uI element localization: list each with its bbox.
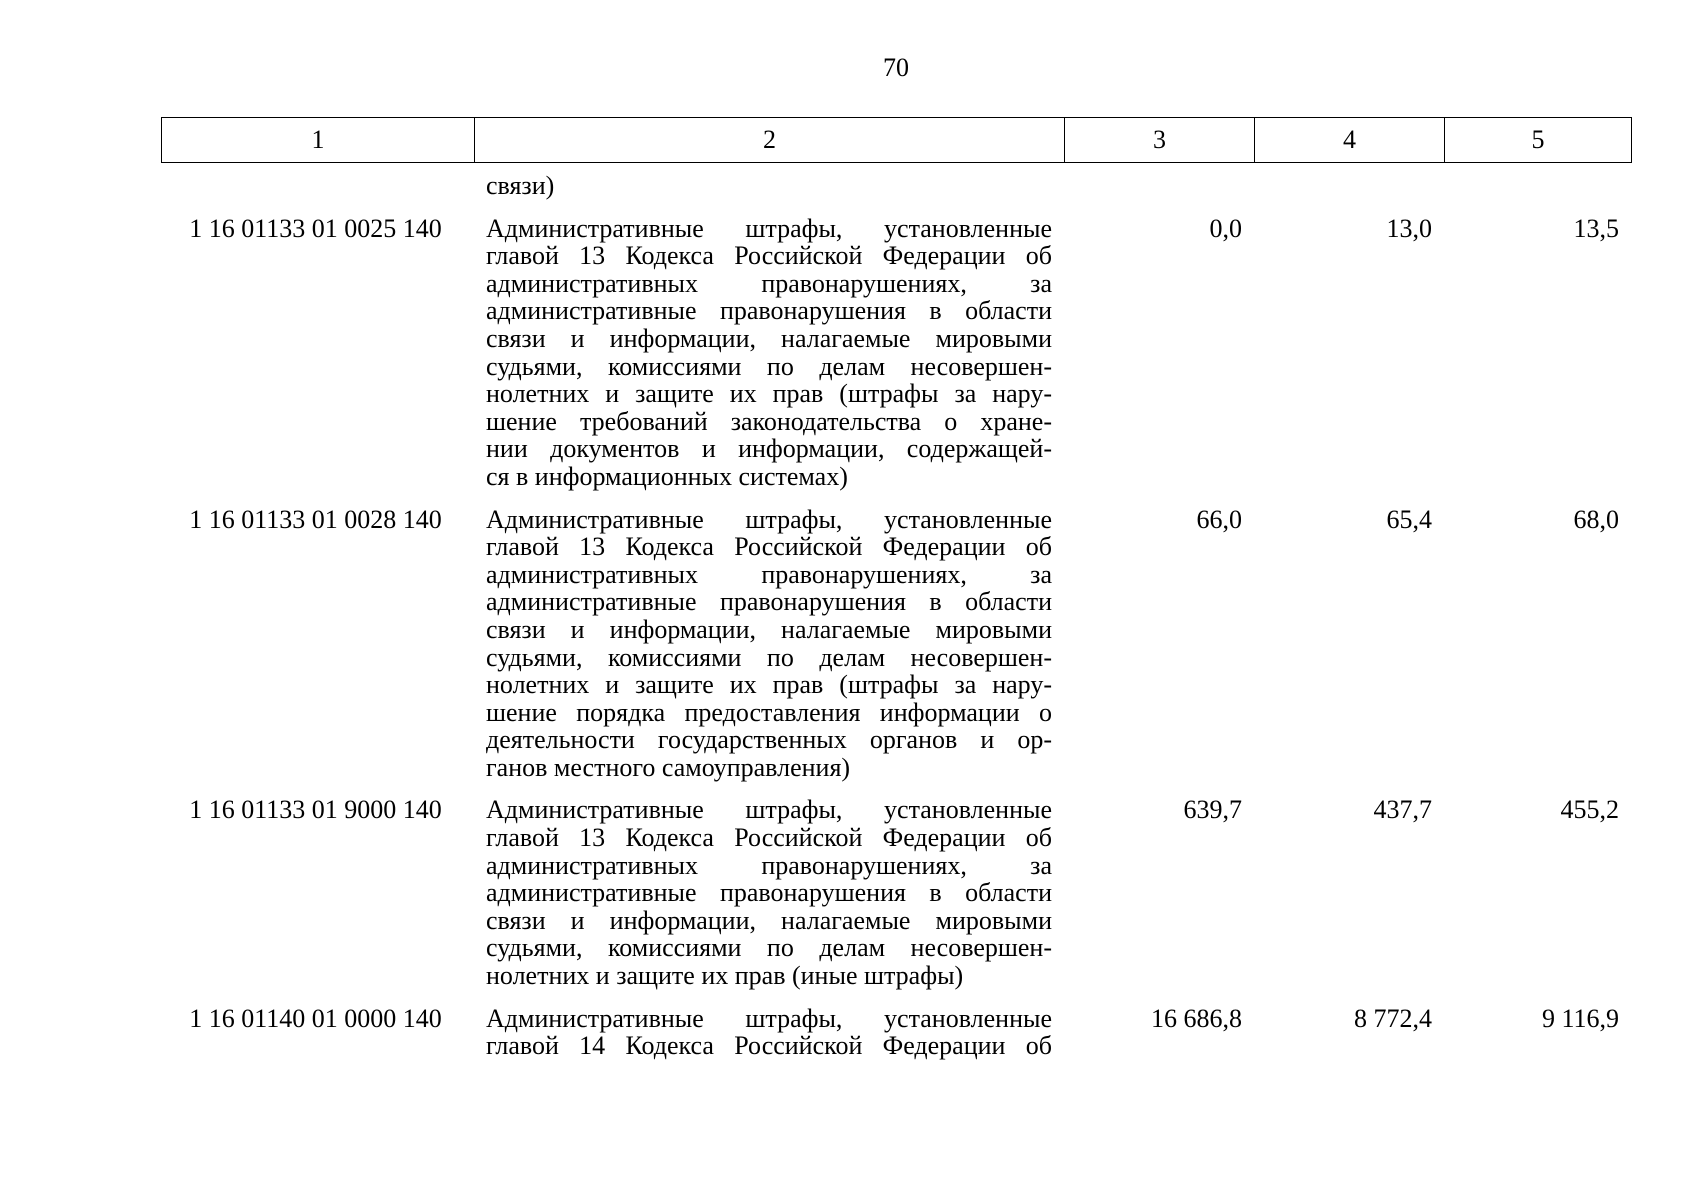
code-cell: 1 16 01133 01 0028 140 — [189, 504, 442, 534]
description-line: связи и информации, налагаемые мировыми — [486, 905, 1052, 935]
value-col5-cell: 455,2 — [1560, 795, 1619, 825]
value-col5-cell: 68,0 — [1573, 504, 1619, 534]
value-col5-cell: 13,5 — [1573, 213, 1619, 243]
description-line: Административные штрафы, установленные — [486, 1003, 1052, 1033]
table-row — [161, 506, 1631, 782]
code-cell: 1 16 01133 01 0025 140 — [189, 213, 442, 243]
description-line: нолетних и защите их прав (штрафы за нару- — [486, 670, 1052, 700]
column-header-5: 5 — [1445, 118, 1632, 163]
code-cell: 1 16 01133 01 9000 140 — [189, 795, 442, 825]
value-col3-cell: 0,0 — [1209, 213, 1242, 243]
code-cell: 1 16 01140 01 0000 140 — [189, 1003, 442, 1033]
description-line: главой 14 Кодекса Российской Федерации об — [486, 1031, 1052, 1061]
description-line: ганов местного самоуправления) — [486, 752, 851, 782]
description-line: Административные штрафы, установленные — [486, 795, 1052, 825]
column-header-3: 3 — [1065, 118, 1255, 163]
column-header-4: 4 — [1255, 118, 1445, 163]
description-line: Административные штрафы, установленные — [486, 504, 1052, 534]
description-line: административных правонарушениях, за — [486, 559, 1052, 589]
table-body — [161, 172, 1631, 1075]
row-container — [161, 215, 1631, 1060]
description-line: главой 13 Кодекса Российской Федерации об — [486, 532, 1052, 562]
description-line: связи и информации, налагаемые мировыми — [486, 614, 1052, 644]
description-line: Административные штрафы, установленные — [486, 213, 1052, 243]
description-cell — [474, 172, 1064, 200]
value-col3-cell: 639,7 — [1183, 795, 1242, 825]
description-cell — [474, 1005, 1064, 1060]
column-header-row — [161, 117, 1632, 163]
description-line: административные правонарушения в области — [486, 587, 1052, 617]
description-cell — [474, 796, 1064, 989]
description-line: главой 13 Кодекса Российской Федерации об — [486, 241, 1052, 271]
description-line: нолетних и защите их прав (штрафы за нару- — [486, 379, 1052, 409]
column-header-1: 1 — [162, 118, 475, 163]
page-number: 70 — [883, 53, 909, 82]
value-col5-cell: 9 116,9 — [1541, 1003, 1619, 1033]
description-line: административные правонарушения в области — [486, 296, 1052, 326]
column-header-2: 2 — [475, 118, 1065, 163]
value-col3-cell: 66,0 — [1196, 504, 1242, 534]
table-row — [161, 1005, 1631, 1060]
description-line: административные правонарушения в области — [486, 878, 1052, 908]
description-line: судьями, комиссиями по делам несовершен- — [486, 351, 1052, 381]
table-row — [161, 796, 1631, 989]
description-line: главой 13 Кодекса Российской Федерации об — [486, 823, 1052, 853]
description-line: административных правонарушениях, за — [486, 268, 1052, 298]
value-col4-cell: 13,0 — [1386, 213, 1432, 243]
continuation-row — [161, 172, 1631, 200]
description-line: связи и информации, налагаемые мировыми — [486, 323, 1052, 353]
description-line: ся в информационных системах) — [486, 461, 848, 491]
description-line: деятельности государственных органов и ор- — [486, 725, 1052, 755]
description-line: шение требований законодательства о хране- — [486, 406, 1052, 436]
description-line: нии документов и информации, содержащей- — [486, 434, 1052, 464]
description-line: судьями, комиссиями по делам несовершен- — [486, 933, 1052, 963]
description-line: нолетних и защите их прав (иные штрафы) — [486, 961, 964, 991]
description-cell — [474, 215, 1064, 491]
description-line: административных правонарушениях, за — [486, 850, 1052, 880]
description-line: судьями, комиссиями по делам несовершен- — [486, 642, 1052, 672]
value-col4-cell: 8 772,4 — [1354, 1003, 1432, 1033]
description-cell — [474, 506, 1064, 782]
table-row — [161, 215, 1631, 491]
value-col3-cell: 16 686,8 — [1151, 1003, 1242, 1033]
description-line: связи) — [486, 171, 555, 200]
description-line: шение порядка предоставления информации о — [486, 697, 1052, 727]
value-col4-cell: 65,4 — [1386, 504, 1432, 534]
value-col4-cell: 437,7 — [1373, 795, 1432, 825]
